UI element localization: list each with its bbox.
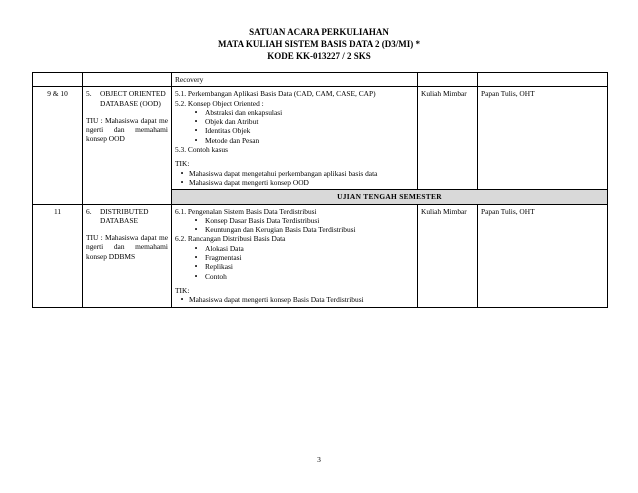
subtopic-heading: 5.2. Konsep Object Oriented :	[175, 98, 264, 108]
bullet-item	[175, 108, 414, 117]
bullet-item	[175, 126, 414, 135]
bullet-text: Fragmentasi	[205, 253, 242, 263]
tik-text: Mahasiswa dapat mengetahui perkembangan aplikasi basis data	[189, 168, 378, 178]
topic-cell	[83, 204, 172, 307]
course-schedule-table	[32, 72, 608, 308]
bullet-text: Metode dan Pesan	[205, 135, 260, 145]
recovery-row	[33, 73, 608, 87]
media-cell: Papan Tulis, OHT	[478, 204, 608, 307]
tik-text: Mahasiswa dapat mengerti konsep OOD	[189, 177, 309, 187]
bullet-item	[175, 136, 414, 145]
table-row	[33, 204, 608, 307]
bullet-text: Konsep Dasar Basis Data Terdistribusi	[205, 215, 320, 225]
media-cell: Papan Tulis, OHT	[478, 87, 608, 190]
tik-label: TIK:	[175, 285, 190, 295]
tiu-text: TIU : Mahasiswa dapat me ngerti dan memahami konsep OOD	[86, 115, 168, 144]
bullet-text: Replikasi	[205, 262, 233, 272]
subtopic-heading: 6.1. Pengenalan Sistem Basis Data Terdistribusi	[175, 206, 317, 216]
bullet-item	[175, 216, 414, 225]
tik-item	[175, 169, 414, 178]
subtopic-list	[175, 207, 414, 281]
bullet-icon: •	[180, 177, 184, 187]
week-cell: 9 & 10	[33, 87, 83, 204]
header-line-2: MATA KULIAH SISTEM BASIS DATA 2 (D3/MI) *	[217, 39, 421, 49]
tik-label: TIK:	[175, 159, 190, 169]
bullet-icon: •	[180, 295, 184, 305]
bullet-icon: •	[194, 253, 198, 263]
header-line-3: KODE KK-013227 / 2 SKS	[267, 51, 371, 61]
subtopic-heading: 5.1. Perkembangan Aplikasi Basis Data (CAD, CAM, CASE, CAP)	[175, 89, 376, 99]
page-number: 3	[317, 455, 321, 464]
topic-number: 6.	[86, 206, 92, 216]
week-cell: 11	[33, 204, 83, 307]
bullet-icon: •	[194, 243, 198, 253]
tik-text: Mahasiswa dapat mengerti konsep Basis Data Terdistribusi	[189, 295, 364, 305]
recovery-text: Recovery	[172, 73, 418, 87]
method-cell: Kuliah Mimbar	[418, 204, 478, 307]
topic-title: OBJECT ORIENTED DATABASE (OOD)	[100, 89, 166, 108]
tiu-text: TIU : Mahasiswa dapat me ngerti dan memahami konsep DDBMS	[86, 233, 168, 261]
bullet-item	[175, 272, 414, 281]
tik-item	[175, 178, 414, 187]
bullet-item	[175, 253, 414, 262]
bullet-item	[175, 262, 414, 271]
subtopic-cell	[172, 204, 418, 307]
subtopic-list	[175, 89, 414, 154]
bullet-icon: •	[194, 117, 198, 127]
bullet-text: Identitas Objek	[205, 126, 251, 136]
tik-list	[175, 169, 414, 188]
topic-cell	[83, 87, 172, 204]
bullet-item	[175, 244, 414, 253]
table-row	[33, 87, 608, 190]
topic-title: DISTRIBUTED DATABASE	[100, 206, 149, 225]
subtopic-cell	[172, 87, 418, 190]
method-cell: Kuliah Mimbar	[418, 87, 478, 190]
bullet-text: Keuntungan dan Kerugian Basis Data Terdistribusi	[205, 225, 356, 235]
bullet-text: Alokasi Data	[205, 243, 244, 253]
bullet-icon: •	[194, 225, 198, 235]
header-line-1: SATUAN ACARA PERKULIAHAN	[249, 27, 389, 37]
topic-number: 5.	[86, 89, 92, 99]
bullet-text: Contoh	[205, 271, 227, 281]
bullet-icon: •	[194, 262, 198, 272]
bullet-icon: •	[194, 107, 198, 117]
bullet-text: Abstraksi dan enkapsulasi	[205, 107, 283, 117]
subtopic-heading: 6.2. Rancangan Distribusi Basis Data	[175, 234, 286, 244]
tik-list	[175, 295, 414, 304]
bullet-icon: •	[194, 271, 198, 281]
bullet-icon: •	[180, 168, 184, 178]
uts-label: UJIAN TENGAH SEMESTER	[172, 190, 608, 204]
bullet-icon: •	[194, 135, 198, 145]
subtopic-heading: 5.3. Contoh kasus	[175, 145, 228, 155]
bullet-item	[175, 225, 414, 234]
bullet-icon: •	[194, 215, 198, 225]
tik-item	[175, 295, 414, 304]
bullet-text: Objek dan Atribut	[205, 117, 259, 127]
bullet-item	[175, 117, 414, 126]
bullet-icon: •	[194, 126, 198, 136]
